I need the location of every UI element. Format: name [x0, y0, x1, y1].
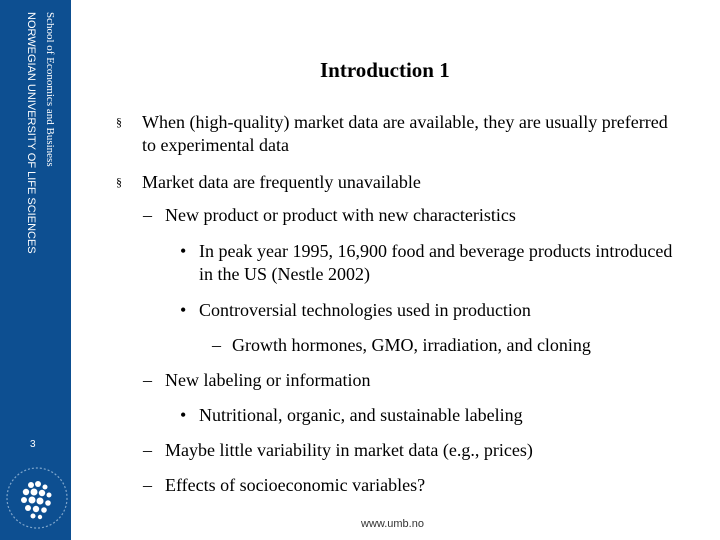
dash-marker-icon: –	[212, 335, 221, 355]
bullet-marker-icon: §	[116, 115, 122, 129]
bullet-marker-icon: §	[116, 175, 122, 189]
bullet-text: Nutritional, organic, and sustainable labeling	[199, 405, 523, 425]
dash-marker-icon: –	[143, 370, 152, 390]
bullet-item	[212, 334, 682, 357]
bullet-item	[143, 204, 675, 227]
university-name: NORWEGIAN UNIVERSITY OF LIFE SCIENCES	[25, 12, 37, 254]
dash-marker-icon: –	[143, 475, 152, 495]
bullet-text: In peak year 1995, 16,900 food and beverage products introduced in the US (Nestle 2002)	[199, 241, 673, 284]
bullet-text: Effects of socioeconomic variables?	[165, 475, 426, 495]
bullet-item	[180, 240, 679, 286]
dash-marker-icon: –	[143, 440, 152, 460]
bullet-text: New product or product with new characteristics	[165, 205, 516, 225]
slide-title: Introduction 1	[320, 58, 450, 82]
bullet-item	[143, 439, 675, 462]
bullet-text: Growth hormones, GMO, irradiation, and cloning	[232, 335, 591, 355]
dot-marker-icon: •	[180, 241, 187, 261]
bullet-text: Controversial technologies used in production	[199, 300, 531, 320]
bullet-text: Market data are frequently unavailable	[142, 172, 421, 192]
university-logo-icon	[4, 465, 70, 531]
dot-marker-icon: •	[180, 300, 187, 320]
bullet-item	[143, 369, 675, 392]
bullet-item	[180, 404, 679, 427]
dot-marker-icon: •	[180, 405, 187, 425]
bullet-item	[143, 474, 675, 497]
bullet-item	[116, 171, 672, 194]
sidebar	[0, 0, 71, 540]
dash-marker-icon: –	[143, 205, 152, 225]
footer-url: www.umb.no	[361, 518, 424, 530]
bullet-text: New labeling or information	[165, 370, 371, 390]
bullet-text: Maybe little variability in market data (e.g., prices)	[165, 440, 533, 460]
bullet-item	[180, 299, 679, 322]
bullet-text: When (high-quality) market data are available, they are usually preferred to experimental data	[142, 112, 668, 155]
slide-number: 3	[30, 439, 36, 450]
bullet-item	[116, 111, 672, 157]
school-name: School of Economics and Business	[44, 12, 56, 167]
